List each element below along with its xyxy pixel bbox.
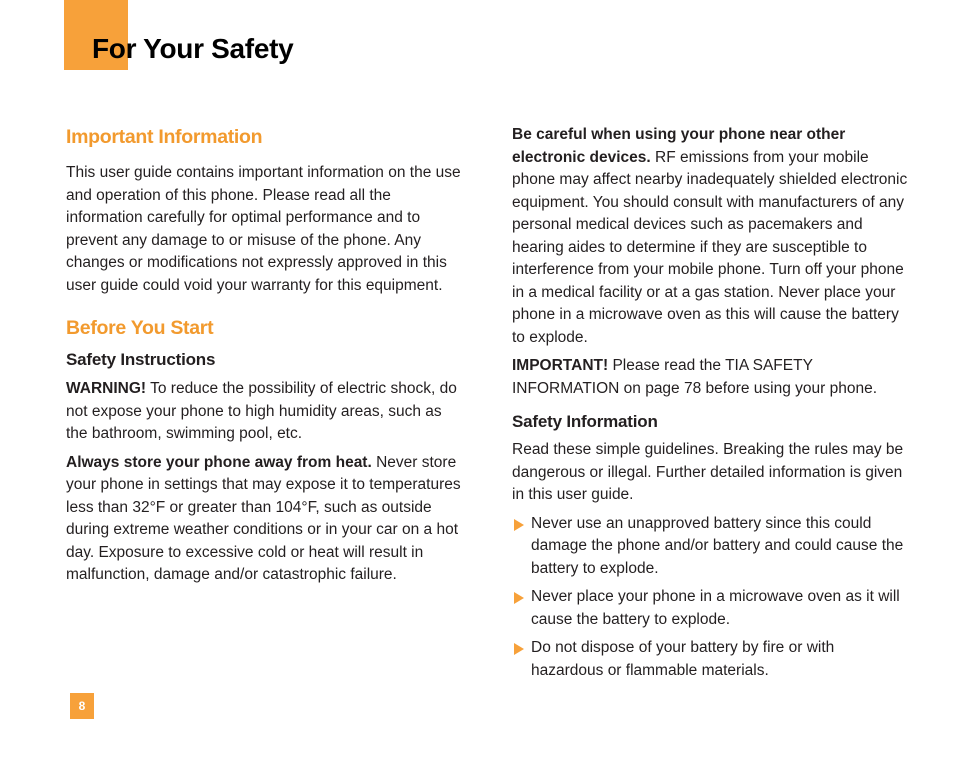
- safety-instructions-heading: Safety Instructions: [66, 350, 216, 369]
- page-title: For Your Safety: [92, 33, 294, 64]
- warning-paragraph: [66, 378, 462, 446]
- electronic-devices-text: RF emissions from your mobile phone may affect nearby inadequately shielded electronic equipment. You should consult with manufacturers of any personal medical devices such as pacemakers and hearing aides to determine if they are susceptible to interference from your mobile phone. Turn off your phone in a medical facility or at a gas station. Never place your phone in a microwave oven as this will cause the battery to explode.: [512, 148, 908, 346]
- list-item: [512, 586, 910, 631]
- list-item: [512, 513, 910, 581]
- important-information-text: This user guide contains important information on the use and operation of this phone. Please read all the information carefully for optimal performance and to prevent any damage to or misuse of the phone. Any changes or modifications not expressly approved in this user guide could void your warranty for this equipment.: [66, 164, 461, 294]
- page-number: 8: [70, 693, 94, 719]
- bullet-text: Do not dispose of your battery by fire or with hazardous or flammable materials.: [531, 639, 835, 679]
- heat-paragraph: [66, 452, 462, 587]
- before-you-start-heading: Before You Start: [66, 317, 214, 339]
- bullet-text: Never place your phone in a microwave oven as it will cause the battery to explode.: [531, 588, 900, 628]
- right-column: [512, 124, 910, 682]
- left-column: [66, 124, 462, 587]
- electronic-devices-paragraph: [512, 124, 910, 349]
- warning-label: WARNING!: [66, 380, 147, 397]
- safety-information-intro: Read these simple guidelines. Breaking the rules may be dangerous or illegal. Further detailed information is given in this user guide.: [512, 441, 904, 503]
- triangle-bullet-icon: [514, 643, 524, 655]
- triangle-bullet-icon: [514, 592, 524, 604]
- important-label: IMPORTANT!: [512, 357, 609, 374]
- bullet-text: Never use an unapproved battery since this could damage the phone and/or battery and could cause the battery to explode.: [531, 514, 904, 577]
- store-away-from-heat-label: Always store your phone away from heat.: [66, 453, 372, 471]
- important-text: Please read the TIA SAFETY INFORMATION on page 78 before using your phone.: [512, 357, 878, 397]
- list-item: [512, 637, 910, 682]
- safety-information-heading: Safety Information: [512, 412, 658, 431]
- warning-text: To reduce the possibility of electric shock, do not expose your phone to high humidity areas, such as the bathroom, swimming pool, etc.: [66, 380, 457, 442]
- electronic-devices-label: Be careful when using your phone near other electronic devices.: [512, 126, 846, 166]
- important-paragraph: [512, 355, 910, 400]
- store-away-from-heat-text: Never store your phone in settings that may expose it to temperatures less than 32°F or greater than 104°F, such as outside during extreme weather conditions or in your car on a hot day. Exposure to excessive cold or heat will result in malfunction, damage and/or catastrophic failure.: [66, 453, 461, 583]
- important-information-heading: Important Information: [66, 126, 263, 148]
- triangle-bullet-icon: [514, 519, 524, 531]
